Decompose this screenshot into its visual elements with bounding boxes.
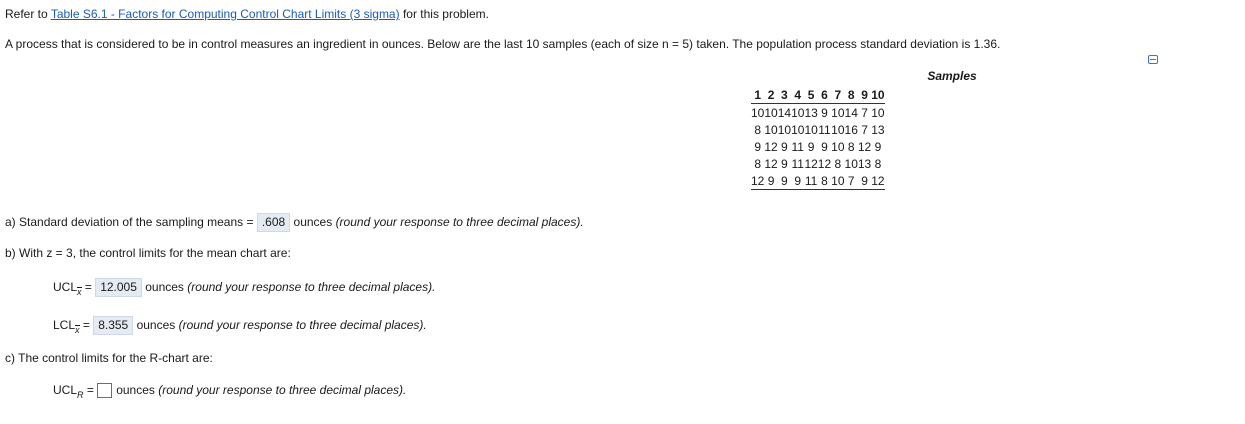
table-row (751, 121, 885, 138)
table-cell: 12 (857, 139, 872, 154)
table-cell: 7 (845, 172, 858, 190)
lcl-xbar-hint: (round your response to three decimal places). (178, 318, 427, 332)
table-cell: 12 (804, 156, 818, 171)
table-cell: 11 (818, 122, 831, 137)
table-cell: 8 (754, 122, 762, 137)
table-cell: 16 (844, 122, 858, 137)
table-cell: 12 (817, 156, 832, 171)
lcl-xbar-eq: = (79, 318, 94, 332)
table-cell: 12 (764, 139, 778, 154)
table-cell: 10 (871, 105, 885, 120)
ucl-xbar-unit: ounces (141, 280, 188, 294)
ucl-xbar-line (53, 278, 435, 297)
xbar-subscript: x (77, 287, 82, 297)
refer-prefix: Refer to (5, 7, 51, 21)
part-a-line (5, 213, 584, 232)
table-cell: 8 (754, 156, 762, 171)
table-cell: 9 (781, 156, 788, 171)
ucl-r-unit: ounces (116, 383, 159, 397)
sample-header: 9 (858, 86, 871, 104)
table-cell: 8 (818, 172, 831, 190)
ucl-r-line (53, 383, 406, 398)
table-cell: 9 (754, 139, 762, 154)
table-cell: 13 (804, 105, 818, 120)
xbar-subscript: x (75, 325, 80, 335)
table-cell: 9 (791, 172, 804, 190)
table-cell: 10 (791, 122, 805, 137)
sample-header: 7 (831, 86, 844, 104)
table-cell: 14 (777, 105, 792, 120)
ucl-xbar-hint: (round your response to three decimal places). (187, 280, 436, 294)
sample-header: 8 (845, 86, 858, 104)
table-cell: 7 (861, 105, 868, 120)
sample-header: 3 (778, 86, 791, 104)
table-cell: 10 (751, 105, 765, 120)
sample-header: 1 (751, 86, 764, 104)
lcl-xbar-unit: ounces (133, 318, 179, 332)
window-icon[interactable] (1148, 55, 1158, 64)
table-cell: 9 (821, 139, 828, 154)
table-cell: 13 (857, 156, 872, 171)
ucl-xbar-prefix: UCL (53, 280, 78, 294)
table-cell: 13 (871, 122, 885, 137)
table-cell: 9 (778, 172, 791, 190)
part-a-hint: (round your response to three decimal places). (335, 215, 584, 229)
table-cell: 12 (751, 173, 765, 188)
problem-statement: A process that is considered to be in control measures an ingredient in ounces. Below are the last 10 samples (each of size n = 5) taken. The population process standard deviation is 1.36. (5, 37, 1001, 51)
table-cell: 10 (764, 105, 778, 120)
lcl-xbar-subscript (75, 325, 80, 335)
table-cell: 10 (831, 139, 845, 154)
lcl-xbar-answer[interactable]: 8.355 (93, 316, 133, 335)
table-row (751, 104, 885, 122)
table-cell: 8 (847, 139, 855, 154)
table-cell: 10 (791, 105, 805, 120)
table-s6-1-link[interactable]: Table S6.1 - Factors for Computing Control Chart Limits (3 sigma) (50, 7, 400, 21)
part-b-label: b) With z = 3, the control limits for the mean chart are: (5, 246, 291, 260)
table-cell: 9 (858, 172, 871, 190)
table-cell: 8 (874, 156, 882, 171)
table-cell: 10 (831, 105, 845, 120)
table-row (751, 138, 885, 155)
table-cell: 12 (871, 173, 885, 188)
part-a-label: a) Standard deviation of the sampling means = (5, 215, 257, 229)
table-cell: 9 (874, 139, 882, 154)
table-cell: 9 (821, 105, 828, 120)
ucl-xbar-subscript (77, 287, 82, 297)
table-cell: 10 (831, 122, 845, 137)
sample-header: 4 (791, 86, 804, 104)
r-subscript: R (77, 390, 84, 400)
table-row (751, 155, 885, 172)
samples-title: Samples (927, 69, 977, 83)
ucl-r-prefix: UCL (53, 383, 78, 397)
part-c-label: c) The control limits for the R-chart are: (5, 351, 213, 365)
ucl-xbar-eq: = (81, 280, 96, 294)
table-cell: 11 (804, 173, 818, 188)
table-cell: 11 (791, 156, 804, 171)
table-cell: 12 (764, 156, 778, 171)
table-cell: 11 (791, 139, 804, 154)
part-a-unit: ounces (290, 215, 336, 229)
sample-header: 6 (818, 86, 831, 104)
sigma-xbar-answer[interactable]: .608 (257, 213, 290, 232)
table-cell: 14 (844, 105, 858, 120)
table-cell: 9 (781, 139, 788, 154)
table-cell: 9 (764, 172, 777, 190)
samples-table (751, 86, 885, 190)
sample-header: 2 (764, 86, 777, 104)
sample-header: 5 (804, 86, 817, 104)
sample-header: 10 (871, 87, 885, 102)
ucl-r-input[interactable] (97, 383, 112, 398)
samples-header-row (751, 86, 885, 104)
table-cell: 10 (764, 122, 778, 137)
table-cell: 10 (777, 122, 792, 137)
lcl-xbar-line (53, 316, 427, 335)
table-cell: 7 (861, 122, 868, 137)
table-cell: 10 (804, 122, 818, 137)
lcl-xbar-prefix: LCL (53, 318, 76, 332)
table-cell: 9 (807, 139, 815, 154)
ucl-r-hint: (round your response to three decimal places). (158, 383, 407, 397)
ucl-xbar-answer[interactable]: 12.005 (95, 278, 142, 297)
table-cell: 10 (831, 173, 845, 188)
ucl-r-eq: = (83, 383, 98, 397)
intro-line (5, 7, 489, 21)
refer-suffix: for this problem. (399, 7, 489, 21)
table-cell: 8 (834, 156, 842, 171)
table-row (751, 172, 885, 190)
table-cell: 10 (844, 156, 858, 171)
